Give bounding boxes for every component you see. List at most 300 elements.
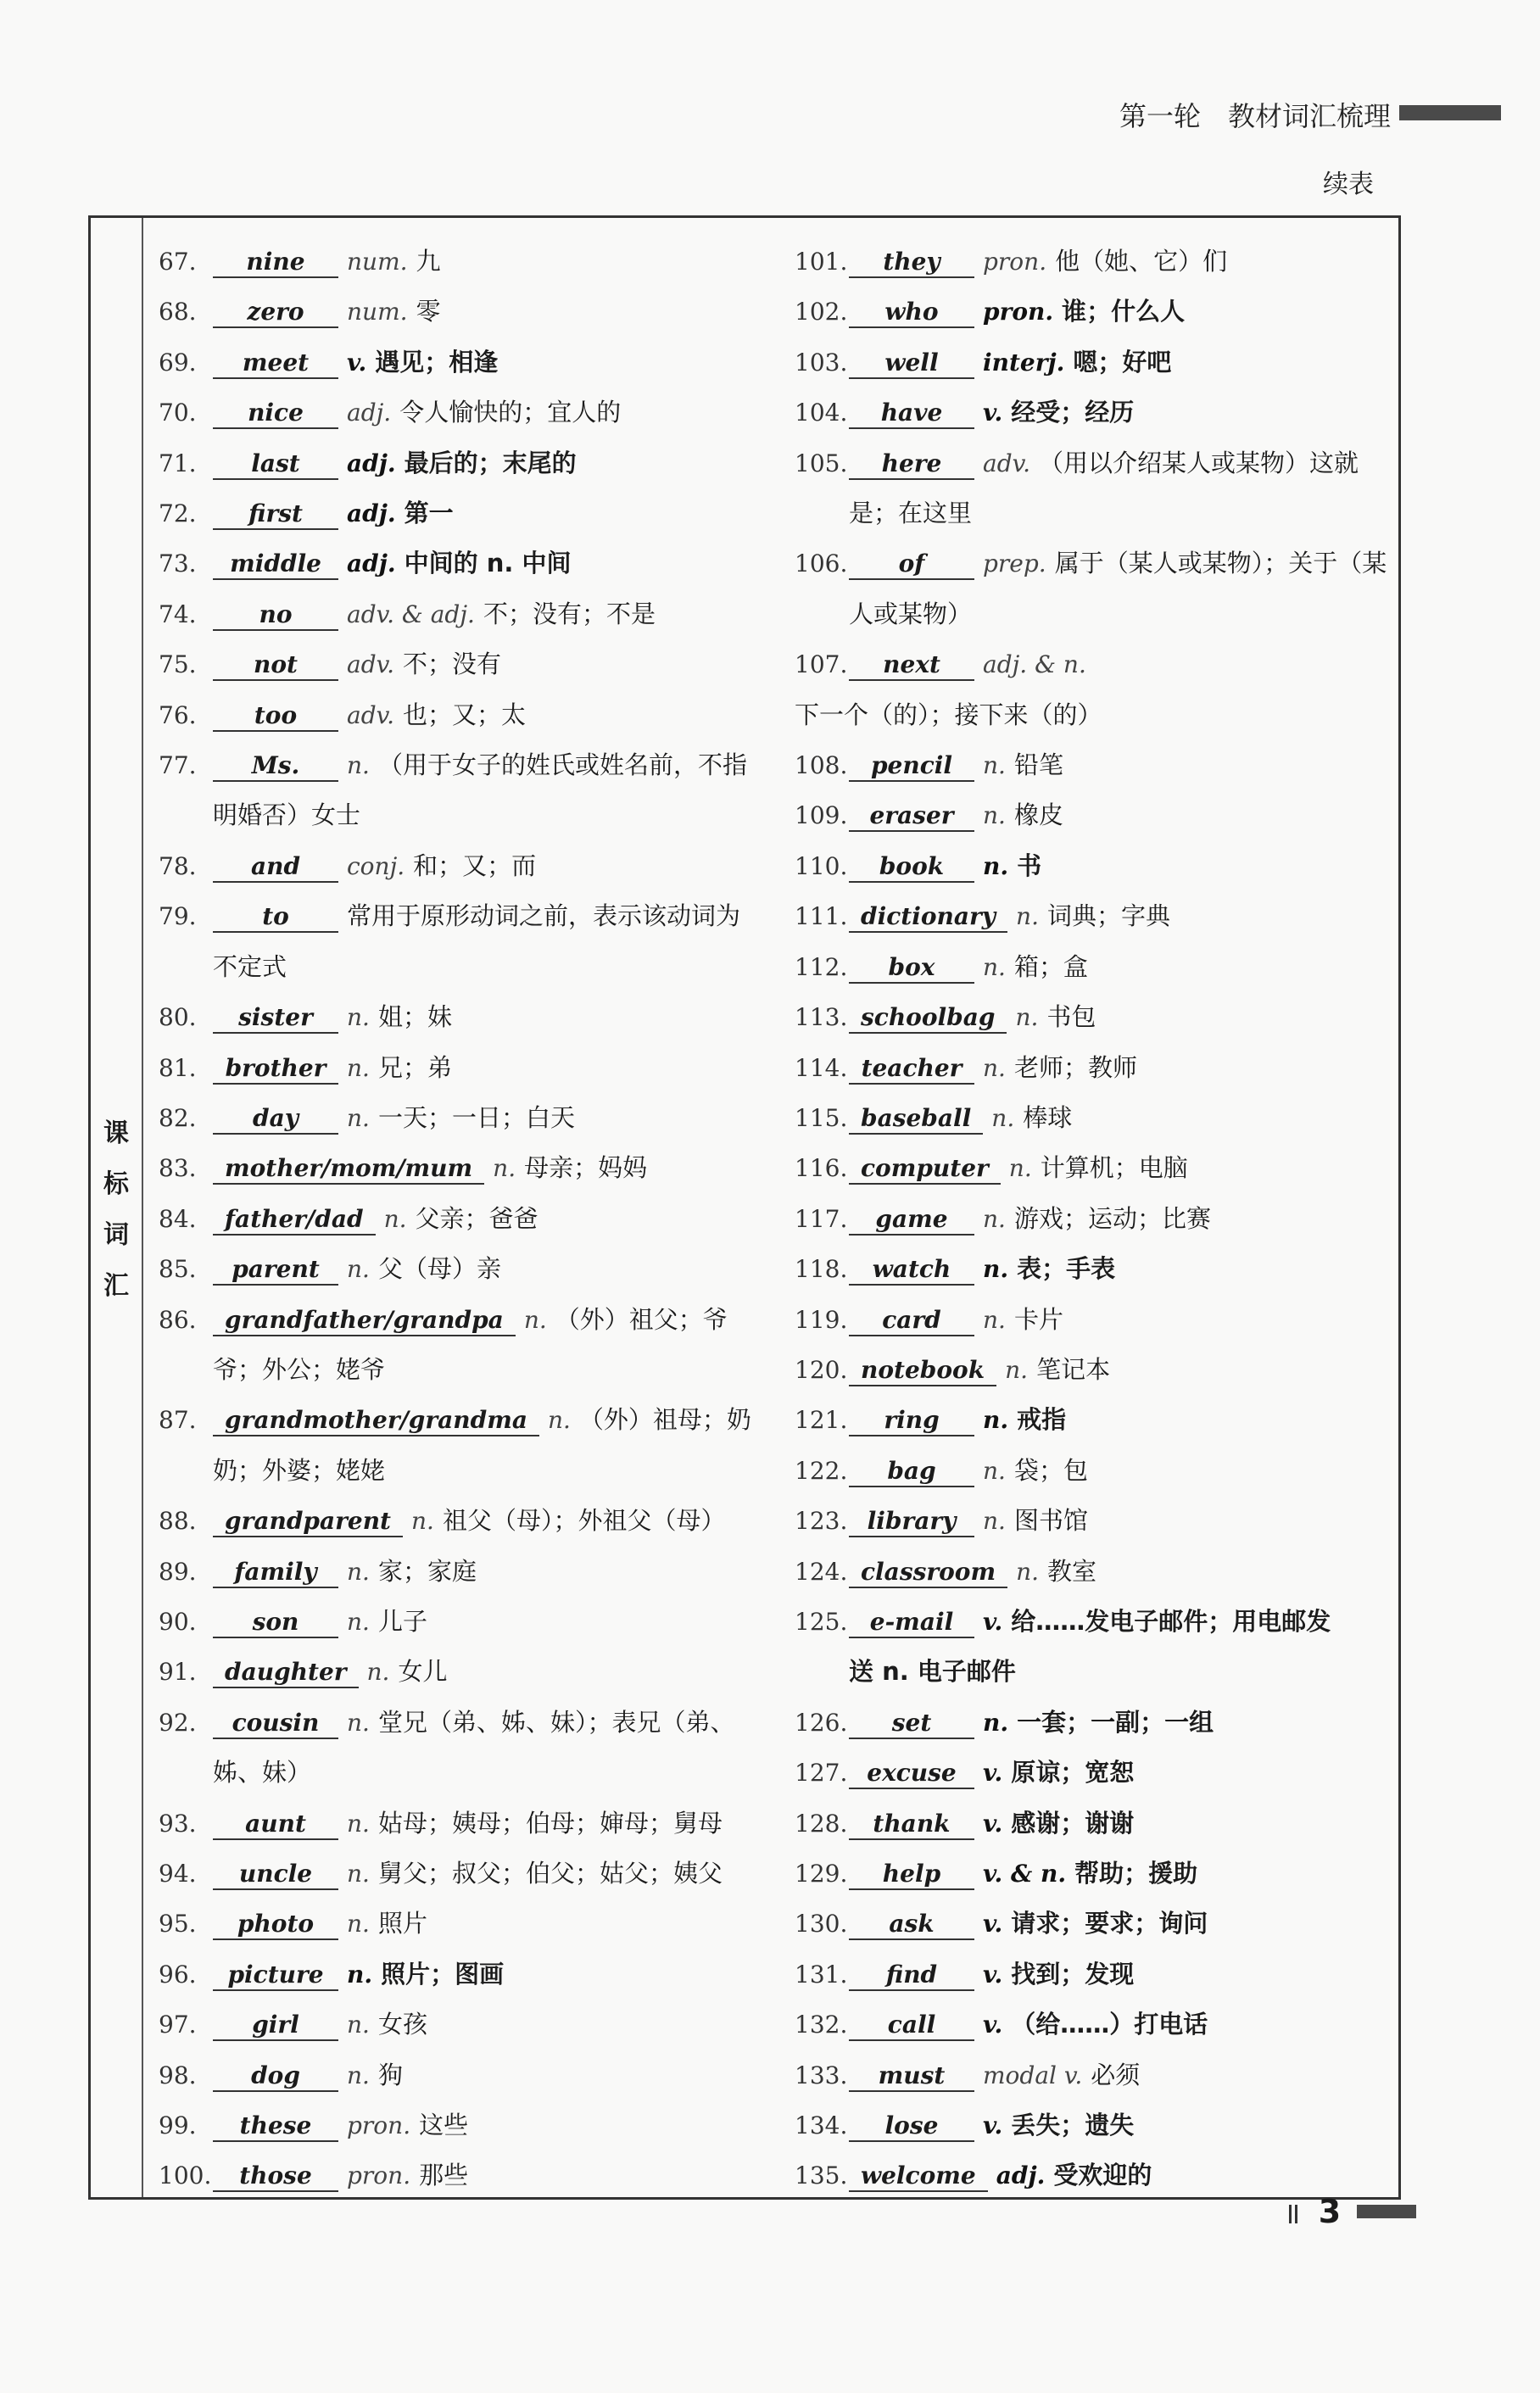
entry-number: 110.	[795, 851, 848, 880]
entry-definition: 狗	[377, 2060, 403, 2089]
entry-pos: modal v.	[983, 2061, 1083, 2089]
entry-definition: 计算机；电脑	[1040, 1153, 1188, 1183]
entry-definition: 棒球	[1023, 1102, 1073, 1132]
vocab-entry	[159, 690, 803, 740]
entry-definition: 舅父；叔父；伯父；姑父；姨父	[377, 1859, 723, 1888]
entry-pos: v.	[983, 1809, 1003, 1838]
entry-definition: 兄；弟	[377, 1052, 452, 1082]
entry-definition: 姑母；姨母；伯母；婶母；舅母	[377, 1808, 723, 1838]
entry-word: meet	[213, 349, 338, 379]
side-column	[91, 218, 143, 2197]
entry-definition: 卡片	[1013, 1304, 1063, 1334]
entry-number: 73.	[159, 549, 197, 578]
vocab-entry	[795, 992, 1401, 1042]
vocab-entry	[159, 1093, 803, 1143]
entry-word: nice	[213, 399, 338, 429]
entry-word: no	[213, 600, 338, 631]
entry-number: 89.	[159, 1557, 197, 1586]
vocab-entry	[159, 740, 803, 841]
entry-definition: 感谢；谢谢	[1011, 1808, 1135, 1838]
entry-pos: n.	[347, 1003, 370, 1032]
entry-number: 87.	[159, 1406, 197, 1435]
entry-word: here	[849, 449, 974, 480]
entry-pos: n.	[1005, 1355, 1029, 1384]
entry-pos: n.	[983, 801, 1006, 830]
entry-number: 91.	[159, 1658, 197, 1687]
entry-pos: adj.	[996, 2162, 1046, 2190]
entry-pos: n.	[347, 1255, 370, 1284]
vocab-entry	[159, 2150, 803, 2201]
entry-word: bag	[849, 1457, 974, 1487]
entry-pos: v.	[983, 399, 1003, 427]
vocab-entry	[159, 1244, 803, 1294]
entry-word: of	[849, 549, 974, 580]
entry-word: father/dad	[213, 1205, 376, 1236]
entry-definition: （给……）打电话	[1011, 2010, 1208, 2039]
entry-number: 119.	[795, 1305, 848, 1334]
entry-pos: n.	[983, 1708, 1009, 1737]
entry-definition-continued: 送 n. 电子邮件	[849, 1657, 1016, 1687]
entry-word: these	[213, 2111, 338, 2142]
entry-definition: 橡皮	[1013, 800, 1063, 830]
vocab-entry	[159, 1395, 803, 1496]
vocab-entry	[159, 1597, 803, 1647]
entry-word: pencil	[849, 751, 974, 782]
entry-word: they	[849, 248, 974, 278]
entry-word: set	[849, 1709, 974, 1739]
entry-number: 114.	[795, 1053, 848, 1082]
entry-pos: pron.	[983, 298, 1054, 326]
entry-definition: 姐；妹	[377, 1002, 452, 1032]
vocab-entry	[159, 438, 803, 488]
entry-pos: n.	[347, 2011, 370, 2039]
entry-word: zero	[213, 298, 338, 328]
vocab-entry	[159, 1295, 803, 1396]
entry-definition: 箱；盒	[1013, 951, 1088, 981]
entry-word: girl	[213, 2011, 338, 2041]
entry-number: 74.	[159, 600, 197, 628]
entry-pos: v. & n.	[983, 1860, 1067, 1888]
entry-number: 117.	[795, 1204, 848, 1233]
entry-definition: 堂兄（弟、姊、妹）；表兄（弟、	[377, 1707, 735, 1737]
entry-word: Ms.	[213, 751, 338, 782]
entry-definition: 老师；教师	[1013, 1052, 1137, 1082]
entry-definition-continued: 人或某物）	[849, 599, 973, 628]
entry-definition: 父亲；爸爸	[415, 1203, 538, 1233]
entry-pos: v.	[983, 1759, 1003, 1788]
entry-definition: 照片	[377, 1909, 427, 1938]
entry-word: dog	[213, 2061, 338, 2092]
vocab-entry	[159, 639, 803, 689]
entry-number: 116.	[795, 1154, 848, 1183]
entry-number: 97.	[159, 2011, 197, 2039]
entry-number: 96.	[159, 1960, 197, 1989]
entry-pos: n.	[983, 1305, 1006, 1334]
entry-pos: adj.	[347, 449, 396, 477]
entry-word: classroom	[849, 1558, 1007, 1588]
entry-number: 111.	[795, 902, 848, 931]
entry-number: 83.	[159, 1154, 197, 1183]
entry-pos: n.	[366, 1658, 390, 1687]
vocab-entry	[159, 1194, 803, 1244]
side-label-char: 标	[103, 1169, 129, 1199]
entry-number: 109.	[795, 801, 848, 830]
vocab-entry	[159, 589, 803, 639]
entry-number: 107.	[795, 650, 848, 679]
entry-definition: 不；没有	[403, 650, 502, 679]
entry-word: to	[213, 902, 338, 933]
entry-number: 134.	[795, 2111, 848, 2140]
entry-definition-continued: 是；在这里	[849, 499, 973, 528]
entry-definition: （外）祖父；爷	[555, 1304, 728, 1334]
entry-word: family	[213, 1558, 338, 1588]
entry-pos: num.	[347, 248, 408, 276]
entry-definition: 女孩	[377, 2010, 427, 2039]
entry-word: baseball	[849, 1104, 983, 1135]
entry-word: have	[849, 399, 974, 429]
entry-word: dictionary	[849, 902, 1007, 933]
entry-definition: 嗯；好吧	[1073, 347, 1172, 377]
entry-word: not	[213, 650, 338, 681]
entry-number: 79.	[159, 902, 197, 931]
entry-pos: adj.	[347, 499, 396, 528]
vocab-entry	[159, 891, 803, 992]
entry-number: 113.	[795, 1003, 848, 1032]
entry-pos: n.	[347, 1860, 370, 1888]
vocab-entry	[795, 2150, 1401, 2201]
entry-definition: 照片；图画	[381, 1959, 505, 1989]
entry-word: photo	[213, 1910, 338, 1940]
vocab-entry	[795, 1748, 1401, 1798]
entry-pos: n.	[983, 952, 1006, 981]
entry-definition: 笔记本	[1036, 1354, 1111, 1384]
entry-number: 125.	[795, 1607, 848, 1636]
entry-number: 118.	[795, 1255, 848, 1284]
entry-definition-continued: 姊、妹）	[213, 1758, 312, 1788]
vocab-entry	[795, 841, 1401, 891]
entry-definition: （外）祖母；奶	[578, 1405, 751, 1435]
entry-word: library	[849, 1507, 974, 1537]
vocab-entry	[159, 1143, 803, 1193]
entry-definition: 女儿	[398, 1657, 448, 1687]
entry-definition: 表；手表	[1017, 1254, 1116, 1284]
entry-definition: 令人愉快的；宜人的	[399, 398, 622, 427]
entry-definition: 铅笔	[1013, 750, 1063, 780]
entry-definition: 丢失；遗失	[1011, 2111, 1135, 2140]
entry-word: middle	[213, 549, 338, 580]
entry-word: ask	[849, 1910, 974, 1940]
entry-pos: n.	[547, 1406, 571, 1435]
entry-word: nine	[213, 248, 338, 278]
entry-number: 123.	[795, 1507, 848, 1536]
entry-number: 68.	[159, 298, 197, 326]
entry-word: uncle	[213, 1860, 338, 1890]
entry-pos: v.	[983, 1607, 1003, 1636]
entry-definition-continued: 明婚否）女士	[213, 800, 361, 830]
entry-number: 94.	[159, 1860, 197, 1888]
vocab-entry	[159, 287, 803, 337]
entry-number: 121.	[795, 1406, 848, 1435]
entry-number: 130.	[795, 1910, 848, 1938]
entry-pos: n.	[523, 1305, 547, 1334]
vocab-entry	[795, 2000, 1401, 2050]
vocab-entry	[795, 1093, 1401, 1143]
entry-word: find	[849, 1961, 974, 1991]
vocabulary-table	[88, 215, 1401, 2200]
vocab-entry	[159, 1950, 803, 2000]
entry-definition: 不；没有；不是	[483, 599, 656, 628]
entry-pos: pron.	[983, 248, 1047, 276]
entry-number: 133.	[795, 2061, 848, 2089]
vocab-entry	[795, 538, 1401, 639]
entry-definition: 常用于原形动词之前，表示该动词为	[347, 901, 741, 931]
vocab-entry	[795, 790, 1401, 840]
entry-word: grandfather/grandpa	[213, 1306, 516, 1336]
vocab-entry	[159, 237, 803, 287]
vocab-entry	[795, 1345, 1401, 1395]
vocab-entry	[795, 639, 1401, 740]
entry-number: 88.	[159, 1507, 197, 1536]
footer-mark	[1289, 2205, 1297, 2223]
side-label-char: 课	[103, 1118, 129, 1148]
entry-word: well	[849, 349, 974, 379]
continued-label: 续表	[1323, 170, 1374, 199]
entry-pos: n.	[347, 1960, 373, 1989]
vocab-entry	[795, 237, 1401, 287]
entry-word: first	[213, 499, 338, 530]
entry-word: picture	[213, 1961, 338, 1991]
entry-number: 93.	[159, 1809, 197, 1838]
entry-word: who	[849, 298, 974, 328]
vocab-entry	[159, 2100, 803, 2150]
entry-definition: 受欢迎的	[1053, 2161, 1152, 2190]
entry-definition: （用以介绍某人或某物）这就	[1039, 448, 1359, 477]
entry-pos: n.	[411, 1507, 434, 1536]
entry-word: watch	[849, 1255, 974, 1286]
entry-pos: v.	[983, 2111, 1003, 2140]
entry-definition: 游戏；运动；比赛	[1013, 1203, 1211, 1233]
entry-number: 131.	[795, 1960, 848, 1989]
entry-pos: adv.	[347, 650, 395, 679]
entry-word: mother/mom/mum	[213, 1154, 484, 1185]
entry-pos: n.	[983, 1255, 1009, 1284]
entry-word: lose	[849, 2111, 974, 2142]
entry-word: next	[849, 650, 974, 681]
entry-definition: 零	[416, 297, 441, 326]
entry-word: daughter	[213, 1658, 359, 1688]
entry-pos: adj.	[347, 399, 392, 427]
vocab-entry	[795, 1295, 1401, 1345]
entry-word: computer	[849, 1154, 1001, 1185]
vocab-entry	[795, 942, 1401, 992]
entry-pos: n.	[347, 1607, 370, 1636]
entry-pos: adj.	[347, 549, 396, 578]
entry-word: son	[213, 1608, 338, 1638]
entry-definition: 也；又；太	[403, 700, 527, 729]
entry-word: brother	[213, 1054, 338, 1085]
vocab-entry	[795, 1244, 1401, 1294]
entry-number: 78.	[159, 851, 197, 880]
entry-number: 81.	[159, 1053, 197, 1082]
entry-pos: adv. & adj.	[347, 600, 475, 628]
entry-pos: n.	[347, 1053, 370, 1082]
entry-word: those	[213, 2162, 338, 2192]
entry-definition: 谁；什么人	[1062, 297, 1186, 326]
entry-number: 132.	[795, 2011, 848, 2039]
entry-number: 80.	[159, 1003, 197, 1032]
entry-definition: 经受；经历	[1011, 398, 1135, 427]
entry-word: game	[849, 1205, 974, 1236]
entry-number: 67.	[159, 248, 197, 276]
entry-definition: 原谅；宽恕	[1011, 1758, 1135, 1788]
vocab-entry	[795, 1547, 1401, 1597]
vocab-entry	[159, 1799, 803, 1849]
entry-number: 84.	[159, 1204, 197, 1233]
vocab-entry	[795, 337, 1401, 388]
entry-definition: 和；又；而	[413, 851, 537, 880]
entry-pos: n.	[983, 1456, 1006, 1485]
entry-number: 127.	[795, 1759, 848, 1788]
entry-number: 106.	[795, 549, 848, 578]
vocab-entry	[795, 1446, 1401, 1496]
entry-pos: n.	[347, 1103, 370, 1132]
vocab-entry	[795, 1849, 1401, 1899]
vocab-entry	[795, 1496, 1401, 1546]
entry-word: teacher	[849, 1054, 974, 1085]
entry-definition: 祖父（母）；外祖父（母）	[442, 1506, 726, 1536]
entry-number: 126.	[795, 1708, 848, 1737]
entry-pos: n.	[1008, 1154, 1032, 1183]
entry-word: notebook	[849, 1356, 996, 1386]
entry-word: thank	[849, 1810, 974, 1840]
vocab-entry	[159, 1647, 803, 1697]
entry-definition: 一天；一日；白天	[377, 1102, 575, 1132]
entry-definition: （用于女子的姓氏或姓名前，不指	[377, 750, 747, 780]
entry-pos: n.	[983, 851, 1009, 880]
vocab-entry	[795, 1899, 1401, 1949]
vocab-entry	[795, 1698, 1401, 1748]
entry-definition: 图书馆	[1013, 1506, 1088, 1536]
entry-pos: n.	[347, 1809, 370, 1838]
entry-pos: n.	[983, 751, 1006, 780]
entry-number: 122.	[795, 1456, 848, 1485]
entry-definition-continued: 不定式	[213, 951, 287, 981]
entry-word: grandmother/grandma	[213, 1406, 539, 1436]
vocab-entry	[159, 2000, 803, 2050]
entry-number: 90.	[159, 1607, 197, 1636]
entry-number: 128.	[795, 1809, 848, 1838]
entry-definition: 家；家庭	[377, 1556, 477, 1586]
entry-definition: 最后的；末尾的	[404, 448, 577, 477]
running-header: 第一轮 教材词汇梳理	[1119, 100, 1391, 132]
entry-pos: pron.	[347, 2111, 411, 2140]
entry-number: 129.	[795, 1860, 848, 1888]
entry-definition: 书包	[1046, 1002, 1096, 1032]
entry-number: 71.	[159, 449, 197, 477]
entry-number: 108.	[795, 751, 848, 780]
entry-definition: 儿子	[377, 1606, 427, 1636]
entry-definition: 找到；发现	[1011, 1959, 1135, 1989]
entry-number: 75.	[159, 650, 197, 679]
entry-definition: 下一个（的）；接下来（的）	[795, 700, 1102, 729]
entry-word: excuse	[849, 1759, 974, 1789]
vocab-entry	[795, 2100, 1401, 2150]
entry-definition: 那些	[419, 2161, 469, 2190]
entry-pos: v.	[983, 1960, 1003, 1989]
vocab-entry	[159, 841, 803, 891]
entry-definition: 母亲；妈妈	[524, 1153, 648, 1183]
entry-number: 112.	[795, 952, 848, 981]
entry-pos: n.	[1015, 1003, 1039, 1032]
vocab-entry	[795, 287, 1401, 337]
vocab-entry	[795, 1043, 1401, 1093]
entry-word: call	[849, 2011, 974, 2041]
entry-pos: n.	[347, 1557, 370, 1586]
entry-definition-continued: 爷；外公；姥爷	[213, 1354, 386, 1384]
page-number: 3	[1318, 2193, 1342, 2230]
entry-pos: n.	[347, 1708, 370, 1737]
entry-pos: v.	[983, 2011, 1003, 2039]
entry-word: sister	[213, 1003, 338, 1034]
entry-definition: 父（母）亲	[377, 1254, 501, 1284]
entry-definition: 帮助；援助	[1074, 1859, 1198, 1888]
vocab-entry	[795, 1194, 1401, 1244]
vocab-entry	[795, 1143, 1401, 1193]
vocab-entry	[795, 2050, 1401, 2100]
vocab-entry	[795, 1799, 1401, 1849]
vocab-entry	[159, 1899, 803, 1949]
vocab-entry	[159, 992, 803, 1042]
entry-definition: 教室	[1047, 1556, 1097, 1586]
entry-pos: num.	[347, 298, 408, 326]
entry-word: too	[213, 701, 338, 732]
entry-pos: adj. & n.	[983, 650, 1086, 679]
entry-word: must	[849, 2061, 974, 2092]
entry-definition: 九	[416, 247, 441, 276]
entry-number: 92.	[159, 1708, 197, 1737]
entry-pos: n.	[493, 1154, 516, 1183]
entry-definition: 他（她、它）们	[1055, 247, 1228, 276]
side-label-char: 汇	[103, 1271, 129, 1301]
vocab-entry	[795, 388, 1401, 438]
entry-word: e-mail	[849, 1608, 974, 1638]
entry-pos: pron.	[347, 2162, 411, 2190]
entry-number: 98.	[159, 2061, 197, 2089]
entry-number: 95.	[159, 1910, 197, 1938]
entry-definition: 戒指	[1017, 1405, 1067, 1435]
entry-word: book	[849, 852, 974, 883]
vocab-entry	[795, 740, 1401, 790]
entry-number: 105.	[795, 449, 848, 477]
entry-pos: n.	[983, 1204, 1006, 1233]
entry-definition: 中间的 n. 中间	[404, 549, 572, 578]
entry-number: 103.	[795, 348, 848, 377]
entry-number: 99.	[159, 2111, 197, 2140]
entry-definition: 一套；一副；一组	[1017, 1707, 1214, 1737]
entry-pos: adv.	[347, 700, 395, 729]
entry-word: welcome	[849, 2162, 988, 2192]
entry-number: 102.	[795, 298, 848, 326]
entry-pos: n.	[983, 1053, 1006, 1082]
header-decor-bar	[1399, 105, 1501, 120]
entry-pos: v.	[983, 1910, 1003, 1938]
vocab-entry	[795, 438, 1401, 539]
entry-number: 82.	[159, 1103, 197, 1132]
vocab-entry	[159, 1496, 803, 1546]
entry-definition: 遇见；相逢	[375, 347, 499, 377]
entry-pos: n.	[1016, 902, 1039, 931]
entry-word: schoolbag	[849, 1003, 1007, 1034]
